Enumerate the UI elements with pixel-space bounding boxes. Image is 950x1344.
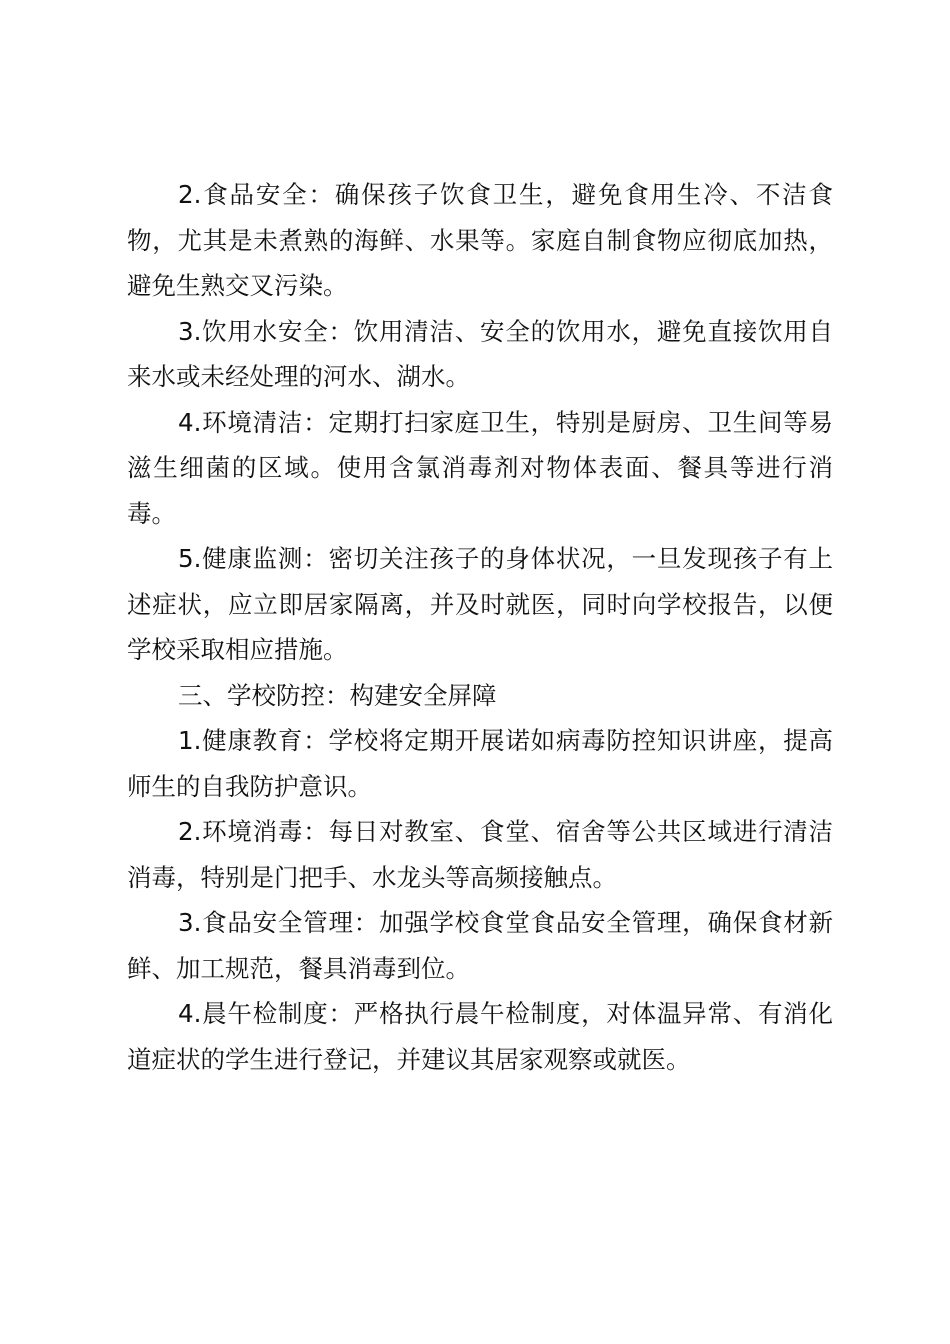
paragraph-health-monitoring: 5.健康监测：密切关注孩子的身体状况，一旦发现孩子有上述症状，应立即居家隔离，并及时就医，同时向学校报告，以便学校采取相应措施。: [127, 544, 833, 664]
paragraph-drinking-water-safety: 3.饮用水安全：饮用清洁、安全的饮用水，避免直接饮用自来水或未经处理的河水、湖水。: [127, 316, 833, 391]
paragraph-food-safety: 2.食品安全：确保孩子饮食卫生，避免食用生冷、不洁食物，尤其是未煮熟的海鲜、水果等。家庭自制食物应彻底加热，避免生熟交叉污染。: [127, 180, 833, 300]
document-body: [127, 172, 833, 1082]
section-heading-school-prevention: 三、学校防控：构建安全屏障: [178, 680, 497, 710]
paragraph-health-education: 1.健康教育：学校将定期开展诺如病毒防控知识讲座，提高师生的自我防护意识。: [127, 726, 833, 801]
paragraph-morning-noon-check: 4.晨午检制度：严格执行晨午检制度，对体温异常、有消化道症状的学生进行登记，并建议其居家观察或就医。: [127, 999, 833, 1074]
paragraph-environment-cleaning: 4.环境清洁：定期打扫家庭卫生，特别是厨房、卫生间等易滋生细菌的区域。使用含氯消毒剂对物体表面、餐具等进行消毒。: [127, 407, 833, 528]
paragraph-environment-disinfection: 2.环境消毒：每日对教室、食堂、宿舍等公共区域进行清洁消毒，特别是门把手、水龙头等高频接触点。: [127, 817, 833, 892]
paragraph-food-safety-management: 3.食品安全管理：加强学校食堂食品安全管理，确保食材新鲜、加工规范，餐具消毒到位。: [127, 908, 833, 983]
